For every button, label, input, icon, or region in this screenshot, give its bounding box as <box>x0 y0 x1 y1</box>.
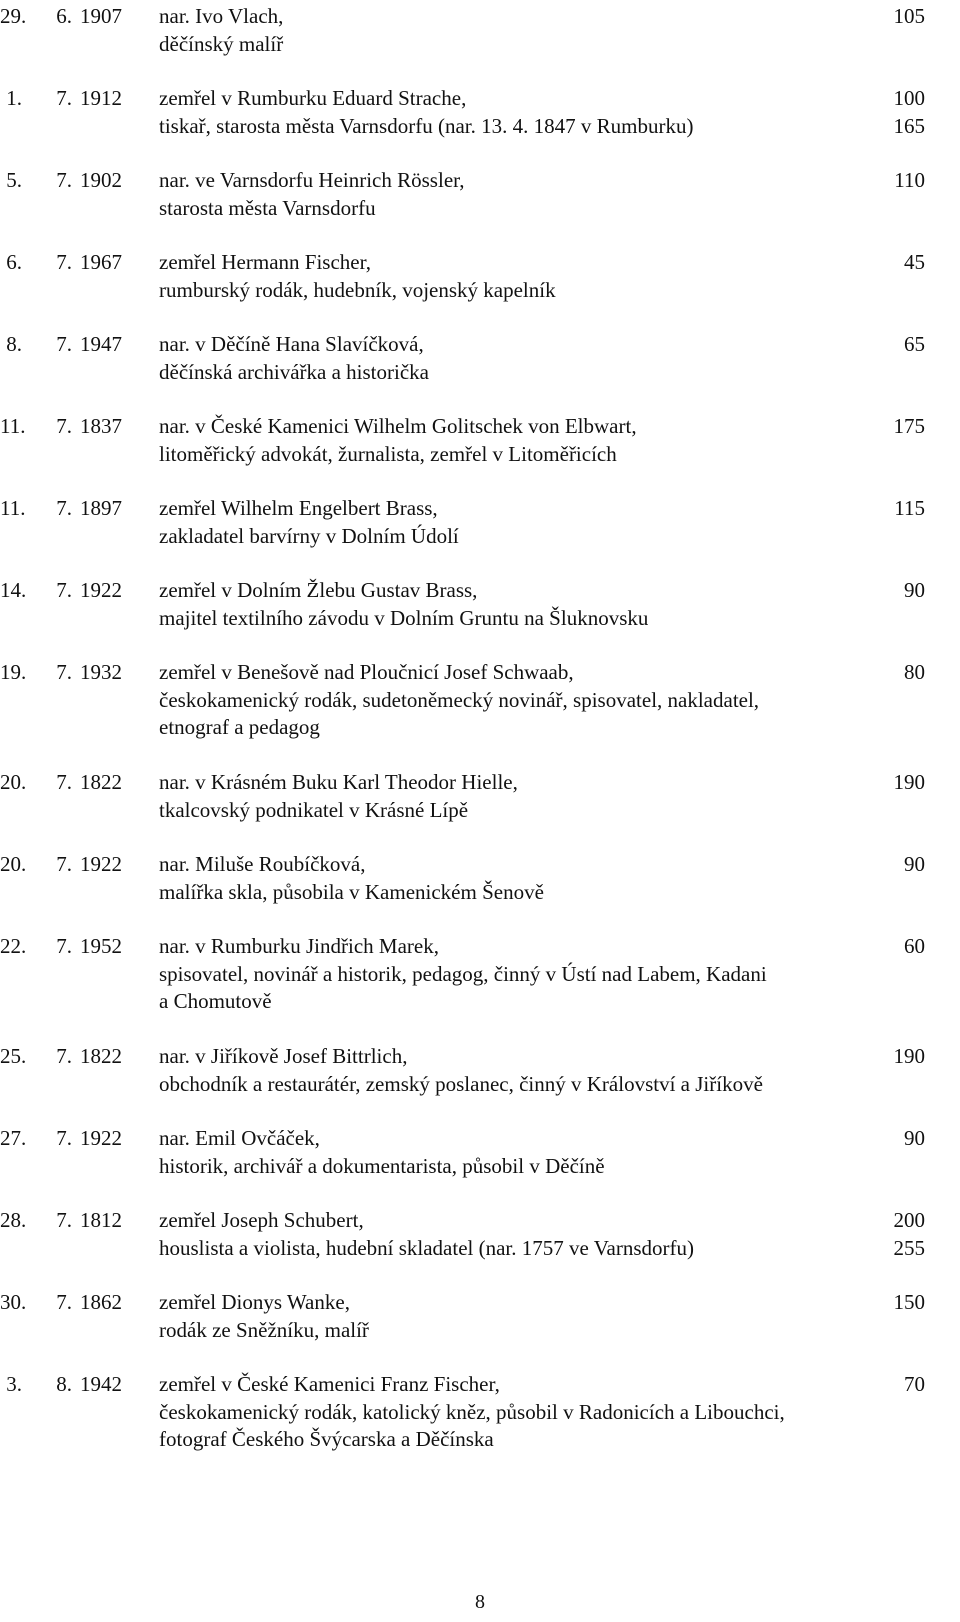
entry-text: zemřel v Dolním Žlebu Gustav Brass, <box>159 578 478 602</box>
entry-day: 20. <box>0 852 27 876</box>
entry-month: 7. <box>56 770 72 794</box>
entry-year: 1922 <box>80 1126 122 1150</box>
entry-year: 1922 <box>80 852 122 876</box>
entry-line <box>0 1370 960 1398</box>
entry-anniversary-number: 190 <box>893 770 925 794</box>
entry-day: 19. <box>0 660 27 684</box>
entry-line <box>0 1042 960 1070</box>
entry-text: nar. Miluše Roubíčková, <box>159 852 366 876</box>
entry-anniversary-number: 45 <box>904 250 925 274</box>
entry-text: a Chomutově <box>159 989 272 1013</box>
entry-line <box>0 1316 960 1344</box>
entry-anniversary-number: 90 <box>904 1126 925 1150</box>
entry-month: 7. <box>56 578 72 602</box>
entry-text: zemřel Joseph Schubert, <box>159 1208 364 1232</box>
entry-text: houslista a violista, hudební skladatel (nar. 1757 ve Varnsdorfu) <box>159 1236 695 1260</box>
entry-anniversary-number: 80 <box>904 660 925 684</box>
entry-text: fotograf Českého Švýcarska a Děčínska <box>159 1427 494 1451</box>
entry-text: nar. v Děčíně Hana Slavíčková, <box>159 332 424 356</box>
entry-text: nar. v Krásném Buku Karl Theodor Hielle, <box>159 770 518 794</box>
entry-text: spisovatel, novinář a historik, pedagog, činný v Ústí nad Labem, Kadani <box>159 962 767 986</box>
entry-text: rodák ze Sněžníku, malíř <box>159 1318 369 1342</box>
entry-day: 14. <box>0 578 27 602</box>
entry-anniversary-number: 175 <box>893 414 925 438</box>
entry-line <box>0 850 960 878</box>
entry-anniversary-number: 200 <box>893 1208 925 1232</box>
entry-anniversary-number: 165 <box>893 114 925 138</box>
entry-text: malířka skla, působila v Kamenickém Šenově <box>159 880 544 904</box>
entry-line <box>0 358 960 386</box>
entry-line <box>0 30 960 58</box>
entry-year: 1907 <box>80 4 122 28</box>
entry-line <box>0 960 960 988</box>
entry-text: zemřel Wilhelm Engelbert Brass, <box>159 496 438 520</box>
entry-year: 1822 <box>80 1044 122 1068</box>
entry-line <box>0 576 960 604</box>
entry-text: zemřel Dionys Wanke, <box>159 1290 350 1314</box>
entry-anniversary-number: 110 <box>894 168 925 192</box>
entry-text: nar. v Rumburku Jindřich Marek, <box>159 934 439 958</box>
entry-text: zemřel v České Kamenici Franz Fischer, <box>159 1372 500 1396</box>
entry-day: 28. <box>0 1208 27 1232</box>
entry-month: 7. <box>56 86 72 110</box>
entry-year: 1837 <box>80 414 122 438</box>
entry-line <box>0 768 960 796</box>
entry-text: etnograf a pedagog <box>159 715 320 739</box>
entry-year: 1947 <box>80 332 122 356</box>
entry-line <box>0 112 960 140</box>
entry-year: 1897 <box>80 496 122 520</box>
entry-year: 1942 <box>80 1372 122 1396</box>
entry-line <box>0 522 960 550</box>
entry-line <box>0 1124 960 1152</box>
entry-year: 1952 <box>80 934 122 958</box>
entry-text: nar. Ivo Vlach, <box>159 4 284 28</box>
entry-month: 7. <box>56 414 72 438</box>
entry-line <box>0 796 960 824</box>
entry-anniversary-number: 115 <box>894 496 925 520</box>
entry-text: zakladatel barvírny v Dolním Údolí <box>159 524 459 548</box>
entry-text: litoměřický advokát, žurnalista, zemřel v Litoměřicích <box>159 442 617 466</box>
entry-text: českokamenický rodák, katolický kněz, působil v Radonicích a Libouchci, <box>159 1400 785 1424</box>
entry-text: zemřel Hermann Fischer, <box>159 250 371 274</box>
entry-anniversary-number: 105 <box>893 4 925 28</box>
entry-day: 5. <box>6 168 22 192</box>
entry-day: 29. <box>0 4 27 28</box>
entry-anniversary-number: 65 <box>904 332 925 356</box>
entry-line <box>0 878 960 906</box>
entry-anniversary-number: 100 <box>893 86 925 110</box>
entry-text: tkalcovský podnikatel v Krásné Lípě <box>159 798 469 822</box>
entry-day: 25. <box>0 1044 27 1068</box>
entry-text: majitel textilního závodu v Dolním Gruntu na Šluknovsku <box>159 606 649 630</box>
entry-month: 7. <box>56 1208 72 1232</box>
entry-line <box>0 2 960 30</box>
entry-year: 1922 <box>80 578 122 602</box>
entry-month: 7. <box>56 250 72 274</box>
entry-day: 11. <box>0 414 26 438</box>
entry-month: 6. <box>56 4 72 28</box>
entry-line <box>0 1070 960 1098</box>
entry-month: 7. <box>56 1126 72 1150</box>
entry-month: 7. <box>56 332 72 356</box>
entry-line <box>0 658 960 686</box>
entry-text: českokamenický rodák, sudetoněmecký novinář, spisovatel, nakladatel, <box>159 688 760 712</box>
entry-text: tiskař, starosta města Varnsdorfu (nar. 13. 4. 1847 v Rumburku) <box>159 114 694 138</box>
entry-text: nar. Emil Ovčáček, <box>159 1126 320 1150</box>
entry-line <box>0 987 960 1015</box>
entry-line <box>0 1425 960 1453</box>
entry-anniversary-number: 190 <box>893 1044 925 1068</box>
entry-day: 3. <box>6 1372 22 1396</box>
entry-line <box>0 84 960 112</box>
entry-anniversary-number: 60 <box>904 934 925 958</box>
entry-day: 20. <box>0 770 27 794</box>
entry-year: 1822 <box>80 770 122 794</box>
entry-day: 22. <box>0 934 27 958</box>
entry-year: 1812 <box>80 1208 122 1232</box>
entry-anniversary-number: 255 <box>893 1236 925 1260</box>
entry-line <box>0 166 960 194</box>
entry-line <box>0 330 960 358</box>
entry-line <box>0 932 960 960</box>
entry-line <box>0 276 960 304</box>
entry-anniversary-number: 150 <box>893 1290 925 1314</box>
entry-anniversary-number: 90 <box>904 578 925 602</box>
entry-year: 1862 <box>80 1290 122 1314</box>
entry-anniversary-number: 70 <box>904 1372 925 1396</box>
entry-text: děčínský malíř <box>159 32 284 56</box>
entry-month: 7. <box>56 168 72 192</box>
entry-text: nar. v České Kamenici Wilhelm Golitschek von Elbwart, <box>159 414 637 438</box>
entry-anniversary-number: 90 <box>904 852 925 876</box>
entry-line <box>0 1234 960 1262</box>
entry-line <box>0 686 960 714</box>
entry-year: 1912 <box>80 86 122 110</box>
entry-line <box>0 494 960 522</box>
entry-month: 7. <box>56 1290 72 1314</box>
entry-text: obchodník a restaurátér, zemský poslanec, činný v Království a Jiříkově <box>159 1072 763 1096</box>
entry-text: starosta města Varnsdorfu <box>159 196 376 220</box>
entry-month: 7. <box>56 660 72 684</box>
entry-day: 1. <box>6 86 22 110</box>
entry-line <box>0 604 960 632</box>
entry-text: nar. v Jiříkově Josef Bittrlich, <box>159 1044 408 1068</box>
entry-day: 8. <box>6 332 22 356</box>
entry-year: 1932 <box>80 660 122 684</box>
entry-year: 1902 <box>80 168 122 192</box>
entry-text: zemřel v Benešově nad Ploučnicí Josef Schwaab, <box>159 660 574 684</box>
entry-line <box>0 440 960 468</box>
entry-line <box>0 194 960 222</box>
entry-line <box>0 1288 960 1316</box>
entry-text: rumburský rodák, hudebník, vojenský kapelník <box>159 278 556 302</box>
entry-day: 27. <box>0 1126 27 1150</box>
entry-month: 7. <box>56 852 72 876</box>
entry-day: 30. <box>0 1290 27 1314</box>
page-number: 8 <box>475 1591 485 1613</box>
entry-month: 8. <box>56 1372 72 1396</box>
entry-text: nar. ve Varnsdorfu Heinrich Rössler, <box>159 168 465 192</box>
entry-day: 11. <box>0 496 26 520</box>
entry-line <box>0 1152 960 1180</box>
entry-text: zemřel v Rumburku Eduard Strache, <box>159 86 467 110</box>
entry-line <box>0 713 960 741</box>
entry-line <box>0 248 960 276</box>
entry-month: 7. <box>56 934 72 958</box>
entry-text: historik, archivář a dokumentarista, působil v Děčíně <box>159 1154 605 1178</box>
entry-year: 1967 <box>80 250 122 274</box>
entry-line <box>0 1206 960 1234</box>
entry-month: 7. <box>56 496 72 520</box>
entry-line <box>0 412 960 440</box>
entry-line <box>0 1398 960 1426</box>
entry-day: 6. <box>6 250 22 274</box>
entry-text: děčínská archivářka a historička <box>159 360 429 384</box>
entry-month: 7. <box>56 1044 72 1068</box>
